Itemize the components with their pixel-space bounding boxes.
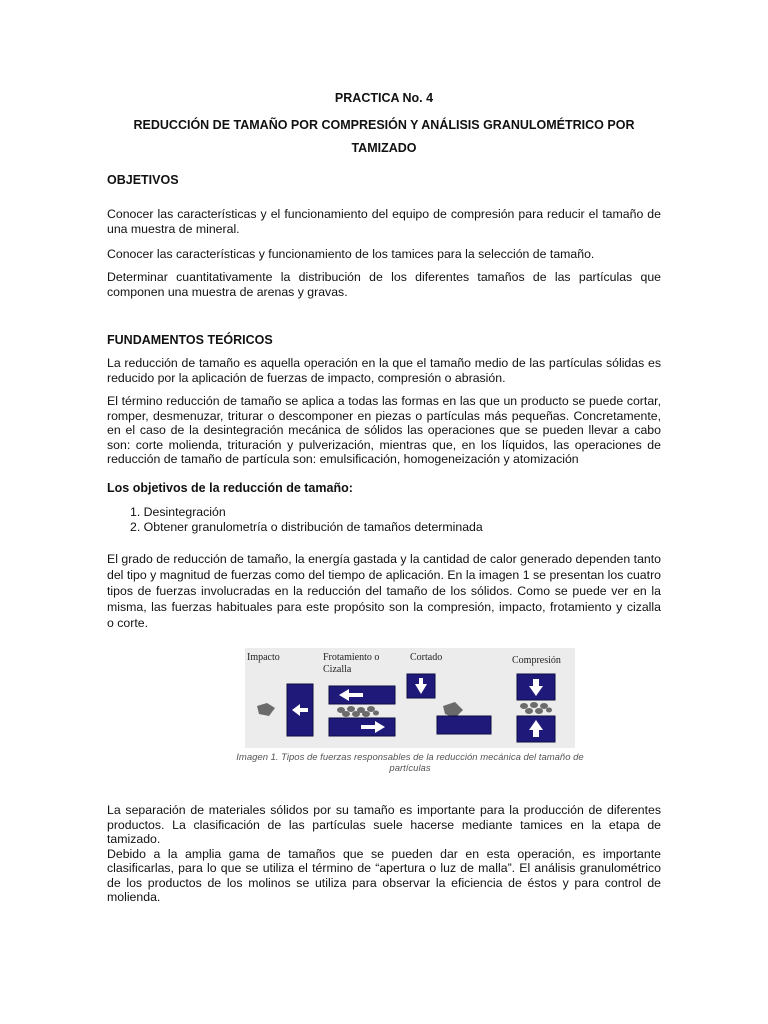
list-item: 1. Desintegración — [130, 505, 226, 519]
fundamentos-paragraph-3 — [107, 551, 661, 631]
label-cizalla: Cizalla — [323, 664, 352, 675]
text-line: en el caso de la desintegración mecánica de sólidos las operaciones que se pueden llevar a cabo — [107, 423, 661, 437]
text-line: molienda. — [107, 890, 161, 904]
text-line: La reducción de tamaño es aquella operación en la que el tamaño medio de las partículas sólidas es — [107, 356, 661, 370]
text-line: del tipo y magnitud de fuerzas como del tiempo de aplicación. En la imagen 1 se presentan los cuatro — [107, 568, 661, 582]
reduction-objectives-list — [130, 505, 483, 535]
objetivos-paragraph-3 — [107, 270, 661, 299]
text-line: son: corte molienda, trituración y pulverización, mientras que, en los líquidos, las operaciones de — [107, 437, 661, 452]
text-line: misma, las fuerzas habituales para este propósito son la compresión, impacto, frotamiento y cizalla — [107, 600, 661, 614]
text-line: de los productos de los molinos se utiliza para observar la eficiencia de éstos y para control de — [107, 875, 661, 890]
subtitle-line-2: TAMIZADO — [351, 141, 417, 155]
fundamentos-heading: FUNDAMENTOS TEÓRICOS — [107, 333, 273, 347]
fundamentos-paragraph-1 — [107, 356, 661, 385]
label-cortado: Cortado — [410, 652, 443, 663]
force-types-figure — [245, 648, 575, 748]
text-line: una muestra de mineral. — [107, 221, 240, 236]
caption-line: partículas — [389, 763, 431, 774]
text-line: Determinar cuantitativamente la distribución de los diferentes tamaños de las partículas que — [107, 270, 661, 284]
fundamentos-paragraph-2 — [107, 394, 661, 467]
text-line: romper, desmenuzar, triturar o descomponer en piezas o partículas más pequeñas. Concretamente, — [107, 408, 661, 423]
text-line: Conocer las características y funcionamiento de los tamices para la selección de tamaño. — [107, 247, 595, 261]
text-line: reducido por la aplicación de fuerzas de impacto, compresión o abrasión. — [107, 370, 506, 385]
list-item: 2. Obtener granulometría o distribución de tamaños determinada — [130, 520, 483, 534]
page-title: PRACTICA No. 4 — [334, 91, 434, 105]
caption-line: Imagen 1. Tipos de fuerzas responsables de la reducción mecánica del tamaño de — [236, 752, 584, 763]
subtitle-line-1: REDUCCIÓN DE TAMAÑO POR COMPRESIÓN Y ANÁLISIS GRANULOMÉTRICO POR — [133, 118, 635, 132]
objetivos-heading: OBJETIVOS — [107, 173, 179, 187]
base-block — [437, 716, 491, 734]
label-frotamiento: Frotamiento o — [323, 652, 380, 663]
text-line: reducción de tamaño de partícula son: emulsificación, homogeneización y atomización — [107, 452, 579, 466]
label-impacto: Impacto — [247, 652, 280, 663]
text-line: clasificarlas, para lo que se utiliza el término de “apertura o luz de malla”. El análisis granulométrico — [107, 861, 661, 875]
closing-paragraph — [107, 803, 661, 905]
text-line: Conocer las características y el funcionamiento del equipo de compresión para reducir el tamaño de — [107, 207, 661, 221]
reduction-objectives-heading: Los objetivos de la reducción de tamaño: — [107, 481, 353, 495]
text-line: La separación de materiales sólidos por su tamaño es importante para la producción de diferentes — [107, 803, 661, 817]
text-line: componen una muestra de arenas y gravas. — [107, 284, 348, 299]
text-line: El grado de reducción de tamaño, la energía gastada y la cantidad de calor generado dependen tanto — [107, 552, 661, 566]
text-line: Debido a la amplia gama de tamaños que se pueden dar en esta operación, es importante — [107, 846, 661, 861]
label-compresion: Compresión — [512, 655, 561, 666]
objetivos-paragraph-2 — [107, 247, 661, 262]
text-line: productos. La clasificación de las partículas suele hacerse mediante tamices en la etapa de tamizado. — [107, 817, 661, 846]
figure-caption — [220, 752, 600, 774]
objetivos-paragraph-1 — [107, 207, 661, 236]
text-line: tipos de fuerzas involucradas en la reducción del tamaño de los sólidos. Como se puede ver en la — [107, 584, 661, 598]
text-line: El término reducción de tamaño se aplica a todas las formas en las que un producto se puede cortar, — [107, 394, 661, 408]
text-line: o corte. — [107, 616, 149, 630]
